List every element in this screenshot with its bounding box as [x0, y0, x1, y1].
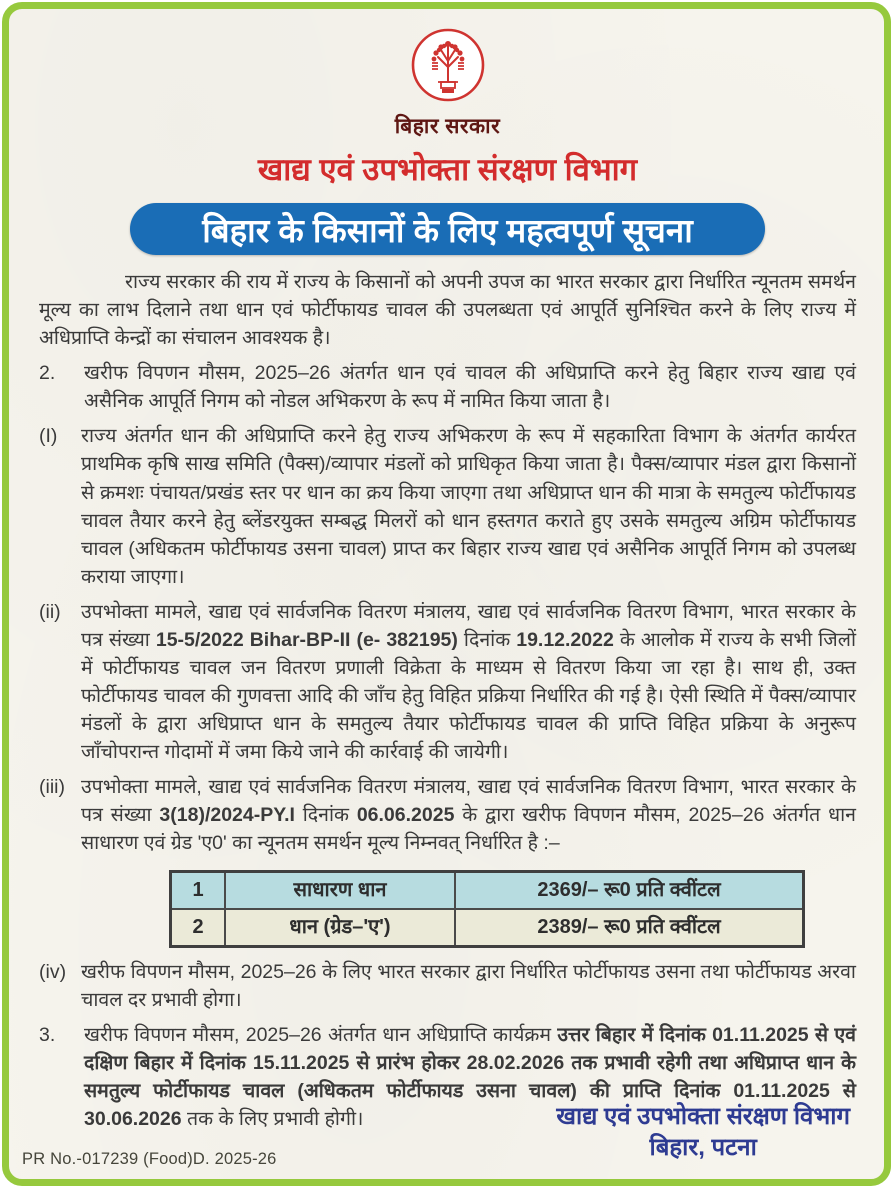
msp-price-table	[169, 870, 805, 948]
intro-paragraph: राज्य सरकार की राय में राज्य के किसानों को अपनी उपज का भारत सरकार द्वारा निर्धारित न्यूनतम समर्थन मूल्य का लाभ दिलाने तथा धान एवं फोर्टीफायड चावल की उपलब्धता एवं आपूर्ति सुनिश्चित करने के लिए राज्य में अधिप्राप्ति केन्द्रों का संचालन आवश्यक है।	[39, 271, 856, 350]
notice-content	[39, 268, 856, 1133]
sub-item-ii-marker: (ii)	[39, 600, 61, 623]
sub-item-iv-marker: (iv)	[39, 960, 67, 983]
item-3-text: खरीफ विपणन मौसम, 2025–26 अंतर्गत धान अधिप्राप्ति कार्यक्रम उत्तर बिहार में दिनांक 01.11.2025 से एवं दक्षिण बिहार में दिनांक 15.11.2025 से प्रारंभ होकर 28.02.2026 तक प्रभावी रहेगी तथा अधिप्राप्त धान के समतुल्य फोर्टीफायड चावल (अधिकतम फोर्टीफायड उसना चावल) की प्राप्ति दिनांक 01.11.2025 से 30.06.2026 तक के लिए प्रभावी होगी।	[84, 1023, 856, 1130]
sub-item-iii-marker: (iii)	[39, 776, 65, 799]
row2-item: धान (ग्रेड–'ए')	[225, 909, 455, 947]
table-row	[171, 909, 804, 947]
notice-title-banner	[130, 203, 765, 255]
sub-item-i-text: राज्य अंतर्गत धान की अधिप्राप्ति करने हेतु राज्य अभिकरण के रूप में सहकारिता विभाग के अंतर्गत कार्यरत प्राथमिक कृषि साख समिति (पैक्स)/व्यापार मंडलों को प्राधिकृत किया जाता है। पैक्स/व्यापार मंडल द्वारा किसानों से क्रमशः पंचायत/प्रखंड स्तर पर धान का क्रय किया जाएगा तथा अधिप्राप्त धान की मात्रा के समतुल्य फोर्टीफायड चावल तैयार करने हेतु ब्लेंडरयुक्त सम्बद्ध मिलरों को धान हस्तगत कराते हुए उसके समतुल्य अग्रिम फोर्टीफायड चावल (अधिकतम फोर्टीफायड उसना चावल) प्राप्त कर बिहार राज्य खाद्य एवं असैनिक आपूर्ति निगम को उपलब्ध कराया जाएगा।	[81, 425, 856, 588]
green-page-border	[2, 2, 891, 1186]
signature-location: बिहार, पटना	[649, 1133, 757, 1161]
item-3-marker: 3.	[39, 1023, 56, 1046]
bihar-government-emblem-icon	[39, 25, 856, 140]
sub-item-ii-text: उपभोक्ता मामले, खाद्य एवं सार्वजनिक वितरण मंत्रालय, खाद्य एवं सार्वजनिक वितरण विभाग, भारत सरकार के पत्र संख्या 15-5/2022 Bihar-BP-II (e- 382195) दिनांक 19.12.2022 के आलोक में राज्य के सभी जिलों में फोर्टीफायड चावल जन वितरण प्रणाली विक्रेता के माध्यम से वितरण किया जा रहा है। साथ ही, उक्त फोर्टीफायड चावल की गुणवत्ता आदि की जाँच हेतु विहित प्रक्रिया निर्धारित की गई है। ऐसी स्थिति में पैक्स/व्यापार मंडलों के द्वारा अधिप्राप्त धान के समतुल्य तैयार फोर्टीफायड चावल की प्राप्ति विहित प्रक्रिया के अनुरूप जाँचोपरान्त गोदामों में जमा किये जाने की कार्रवाई की जायेगी।	[81, 600, 857, 764]
department-heading: खाद्य एवं उपभोक्ता संरक्षण विभाग	[257, 152, 638, 187]
sub-item-iv	[39, 958, 856, 1014]
item-2-marker: 2.	[39, 362, 56, 385]
sub-item-iv-text: खरीफ विपणन मौसम, 2025–26 के लिए भारत सरकार द्वारा निर्धारित फोर्टीफायड उसना तथा फोर्टीफायड अरवा चावल दर प्रभावी होगा।	[81, 960, 856, 1011]
sub-item-iii	[39, 773, 856, 857]
sub-item-i	[39, 422, 856, 590]
sub-item-ii	[39, 598, 856, 766]
pr-number: PR No.-017239 (Food)D. 2025-26	[22, 1150, 277, 1168]
row1-item: साधारण धान	[225, 871, 455, 909]
emblem-svg	[408, 25, 488, 105]
sub-item-i-marker: (I)	[39, 425, 58, 448]
item-2	[39, 359, 856, 415]
row1-price: 2369/– रू0 प्रति क्वींटल	[455, 871, 804, 909]
item-2-text: खरीफ विपणन मौसम, 2025–26 अंतर्गत धान एवं चावल की अधिप्राप्ति करने हेतु बिहार राज्य खाद्य एवं असैनिक आपूर्ति निगम को नोडल अभिकरण के रूप में नामित किया जाता है।	[84, 362, 856, 413]
notice-body	[9, 9, 884, 1179]
row1-serial: 1	[171, 871, 226, 909]
notice-title: बिहार के किसानों के लिए महत्वपूर्ण सूचना	[202, 211, 693, 249]
logo-caption: बिहार सरकार	[394, 115, 501, 138]
row2-serial: 2	[171, 909, 226, 947]
row2-price: 2389/– रू0 प्रति क्वींटल	[455, 909, 804, 947]
table-row	[171, 871, 804, 909]
signature-block	[556, 1101, 850, 1163]
signature-department: खाद्य एवं उपभोक्ता संरक्षण विभाग	[556, 1102, 850, 1130]
sub-item-iii-text: उपभोक्ता मामले, खाद्य एवं सार्वजनिक वितरण मंत्रालय, खाद्य एवं सार्वजनिक वितरण विभाग, भारत सरकार के पत्र संख्या 3(18)/2024-PY.I दिनांक 06.06.2025 के द्वारा खरीफ विपणन मौसम, 2025–26 अंतर्गत धान साधारण एवं ग्रेड 'ए0' का न्यूनतम समर्थन मूल्य निम्नवत् निर्धारित है :–	[81, 776, 856, 855]
